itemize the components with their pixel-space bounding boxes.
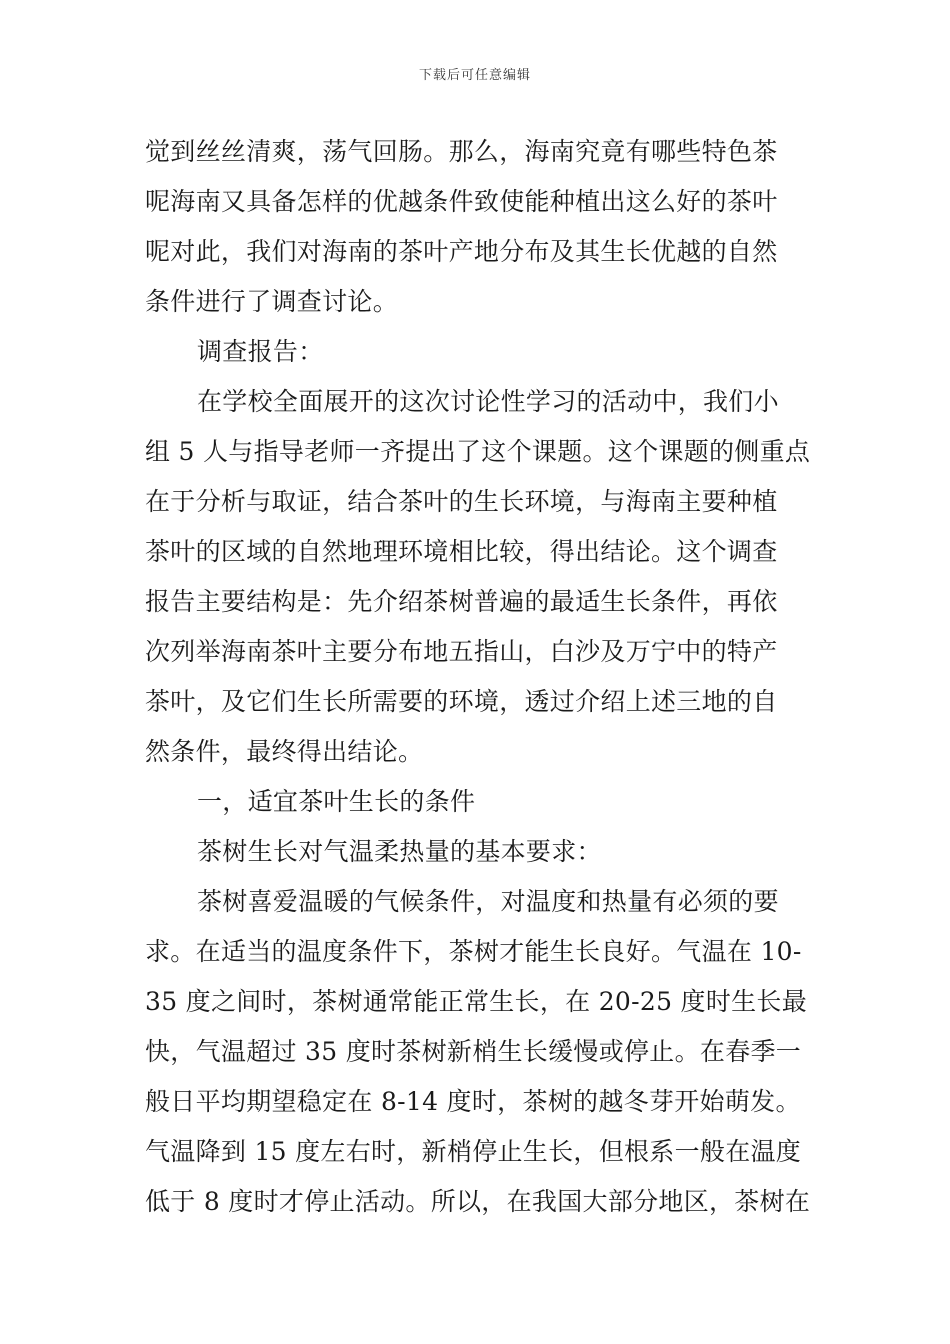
section-label: 调查报告：: [197, 337, 324, 366]
text-line: 求。在适当的温度条件下，茶树才能生长良好。气温在 10-: [145, 937, 802, 966]
text-line: 次列举海南茶叶主要分布地五指山，白沙及万宁中的特产: [145, 637, 778, 666]
text-line: 茶叶，及它们生长所需要的环境，透过介绍上述三地的自: [145, 687, 778, 716]
text-line: 低于 8 度时才停止活动。所以，在我国大部分地区，茶树在: [145, 1187, 811, 1216]
text-line: 觉到丝丝清爽，荡气回肠。那么，海南究竟有哪些特色茶: [145, 137, 778, 166]
text-line: 呢对此，我们对海南的茶叶产地分布及其生长优越的自然: [145, 237, 778, 266]
text-line: 茶树喜爱温暖的气候条件，对温度和热量有必须的要: [197, 887, 779, 916]
text-line: 茶叶的区域的自然地理环境相比较，得出结论。这个调查: [145, 537, 778, 566]
text-line: 在于分析与取证，结合茶叶的生长环境，与海南主要种植: [145, 487, 778, 516]
text-line: 在学校全面展开的这次讨论性学习的活动中，我们小: [197, 387, 779, 416]
subsection-heading: 茶树生长对气温柔热量的基本要求：: [197, 837, 602, 866]
text-line: 35 度之间时，茶树通常能正常生长，在 20-25 度时生长最: [145, 987, 808, 1016]
text-line: 快，气温超过 35 度时茶树新梢生长缓慢或停止。在春季一: [145, 1037, 802, 1066]
text-line: 条件进行了调查讨论。: [145, 287, 399, 316]
page-header: 下载后可任意编辑: [418, 68, 531, 83]
text-line: 呢海南又具备怎样的优越条件致使能种植出这么好的茶叶: [145, 187, 778, 216]
text-line: 报告主要结构是：先介绍茶树普遍的最适生长条件，再依: [145, 587, 778, 616]
section-heading: 一，适宜茶叶生长的条件: [197, 787, 476, 816]
text-line: 组 5 人与指导老师一齐提出了这个课题。这个课题的侧重点: [145, 437, 811, 466]
text-line: 气温降到 15 度左右时，新梢停止生长，但根系一般在温度: [145, 1137, 802, 1166]
text-line: 然条件，最终得出结论。: [145, 737, 424, 766]
body-text: [145, 127, 815, 1227]
text-line: 般日平均期望稳定在 8-14 度时，茶树的越冬芽开始萌发。: [145, 1087, 801, 1116]
